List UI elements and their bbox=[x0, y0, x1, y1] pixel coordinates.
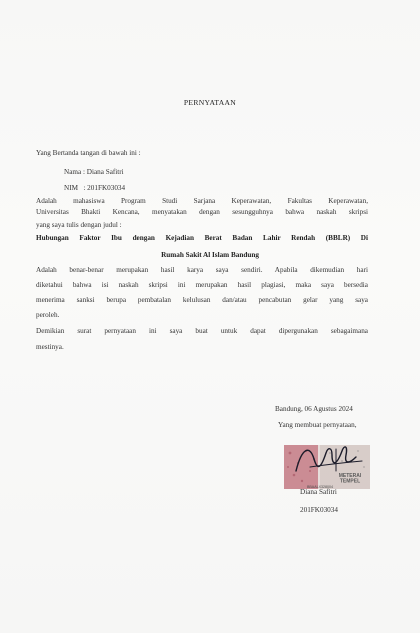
paragraph-3-line-1: Demikian surat pernyataan ini saya buat untuk dapat dipergunakan sebagaimana bbox=[36, 327, 368, 335]
name-line: Nama : Diana Safitri bbox=[64, 168, 124, 176]
intro-line: Yang Bertanda tangan di bawah ini : bbox=[36, 149, 141, 157]
thesis-title-line-1: Hubungan Faktor Ibu dengan Kejadian Berat Badan Lahir Rendah (BBLR) Di bbox=[36, 234, 368, 242]
place-date: Bandung, 06 Agustus 2024 bbox=[275, 405, 353, 413]
paragraph-1-line-1: Adalah mahasiswa Program Studi Sarjana Keperawatan, Fakultas Keperawatan, bbox=[36, 197, 368, 205]
paragraph-1-line-2: Universitas Bhakti Kencana, menyatakan dengan sesungguhnya bahwa naskah skripsi bbox=[36, 208, 368, 216]
paragraph-1-line-3: yang saya tulis dengan judul : bbox=[36, 221, 122, 229]
paragraph-2-line-2: diketahui bahwa isi naskah skripsi ini merupakan hasil plagiasi, maka saya bersedia bbox=[36, 281, 368, 289]
document-title: PERNYATAAN bbox=[183, 98, 237, 107]
paragraph-2-line-4: peroleh. bbox=[36, 311, 60, 319]
signer-label: Yang membuat pernyataan, bbox=[278, 421, 357, 429]
paragraph-2-line-3: menerima sanksi berupa pembatalan kelulusan dan/atau pencabutan gelar yang saya bbox=[36, 296, 368, 304]
signer-name: Diana Safitri bbox=[300, 488, 337, 496]
stamp-text-line-1: METERAI bbox=[338, 473, 362, 479]
stamp-text-line-2: TEMPEL bbox=[339, 478, 361, 485]
stamp-serial: BBAALX328004 bbox=[307, 485, 333, 489]
nim-line: NIM : 201FK03034 bbox=[64, 184, 126, 192]
paragraph-3-line-2: mestinya. bbox=[36, 343, 64, 351]
paragraph-2-line-1: Adalah benar-benar merupakan hasil karya saya sendiri. Apabila dikemudian hari bbox=[36, 266, 368, 274]
signer-nim: 201FK03034 bbox=[300, 506, 338, 514]
thesis-title-line-2: Rumah Sakit Al Islam Bandung bbox=[161, 251, 259, 259]
